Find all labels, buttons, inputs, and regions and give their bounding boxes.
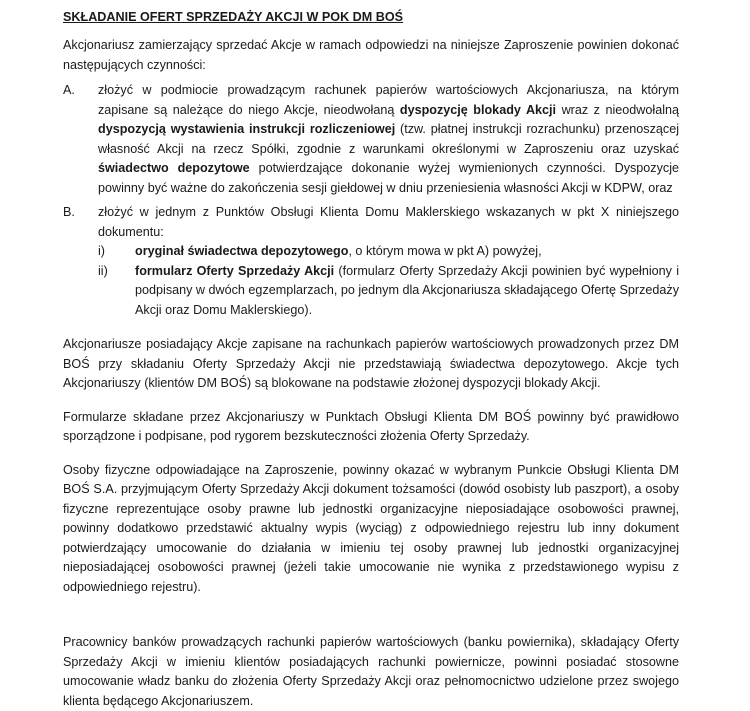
- intro-paragraph: Akcjonariusz zamierzający sprzedać Akcje w ramach odpowiedzi na niniejsze Zaproszenie powinien dokonać następujących czynności:: [63, 38, 679, 72]
- spacer: [63, 611, 679, 633]
- section-heading: SKŁADANIE OFERT SPRZEDAŻY AKCJI W POK DM BOŚ: [63, 10, 404, 24]
- bold-term-instrukcja: dyspozycją wystawienia instrukcji rozliczeniowej: [98, 122, 396, 136]
- paragraph-dm-bos-clients: Akcjonariusze posiadający Akcje zapisane na rachunkach papierów wartościowych prowadzonych przez DM BOŚ przy składaniu Oferty Sprzedaży Akcji nie przedstawiają świadectwa depozytowego. Akcje tych Akcjonariuszy (klientów DM BOŚ) są blokowane na podstawie złożonej dyspozycji blokady Akcji.: [63, 337, 679, 390]
- sublist-marker-ii: ii): [98, 263, 108, 278]
- list-marker-a: A.: [63, 83, 75, 97]
- paragraph-formularze: Formularze składane przez Akcjonariuszy w Punktach Obsługi Klienta DM BOŚ powinny być prawidłowo sporządzone i podpisane, pod rygorem bezskuteczności złożenia Oferty Sprzedaży.: [63, 409, 679, 443]
- list-marker-b: B.: [63, 205, 75, 219]
- list-item-a: [63, 81, 679, 198]
- list-item-b-body: [98, 203, 679, 320]
- paragraph-osoby-fizyczne: Osoby fizyczne odpowiadające na Zaproszenie, powinny okazać w wybranym Punkcie Obsługi Klienta DM BOŚ S.A. przyjmującym Oferty Sprzedaży Akcji dokument tożsamości (dowód osobisty lub paszport), a osoby fizyczne reprezentujące osoby prawne lub jednostki organizacyjne nieposiadające osobowości prawnej, powinny dodatkowo przedstawić aktualny wypis (wyciąg) z odpowiedniego rejestru lub inny dokument potwierdzający umocowanie do działania w imieniu tej osoby prawnej lub jednostki organizacyjnej nieposiadającej osobowości prawnej (jeżeli takie umocowanie nie wynika z przedstawionego wypisu z odpowiedniego rejestru).: [63, 462, 679, 594]
- paragraph-pracownicy-bankow: Pracownicy banków prowadzących rachunki papierów wartościowych (banku powiernika), składający Oferty Sprzedaży Akcji w imieniu klientów posiadających rachunki powiernicze, powinni posiadać stosowne umocowanie władz banku do złożenia Oferty Sprzedaży Akcji oraz pełnomocnictwo udzielone przez swojego klienta będącego Akcjonariuszem.: [63, 635, 679, 708]
- bold-term-blokada: dyspozycję blokady Akcji: [399, 102, 557, 117]
- document-page: [63, 8, 679, 711]
- bold-term-oryginal: oryginał świadectwa depozytowego: [135, 244, 349, 258]
- sublist-item-ii: [98, 262, 679, 321]
- text-span: (tzw. płatnej instrukcji rozrachunku) przenoszącej własność Akcji na rzecz Spółki, zgodnie z warunkami określonymi w Zaproszeniu oraz uzyskać: [98, 122, 679, 156]
- sublist-marker-i: i): [98, 244, 105, 258]
- sublist-item-i: [98, 242, 679, 262]
- list-item-b: [63, 203, 679, 320]
- list-item-a-text: [98, 81, 679, 198]
- text-span: złożyć w podmiocie prowadzącym rachunek papierów wartościowych Akcjonariusza, na którym zapisane są należące do niego Akcje, nieodwołaną: [98, 83, 679, 117]
- bold-term-swiadectwo: świadectwo depozytowe: [98, 161, 250, 175]
- text-span: wraz z nieodwołalną: [556, 102, 680, 117]
- list-item-b-text: złożyć w jednym z Punktów Obsługi Klienta Domu Maklerskiego wskazanych w pkt X niniejszego dokumentu:: [98, 205, 679, 239]
- sublist-item-ii-text: [135, 262, 679, 321]
- text-span: , o którym mowa w pkt A) powyżej,: [348, 244, 542, 258]
- bold-term-formularz: formularz Oferty Sprzedaży Akcji: [135, 263, 335, 278]
- spacer: [63, 325, 679, 335]
- text-span: potwierdzające dokonanie wyżej wymienionych czynności. Dyspozycje powinny być ważne do zakończenia sesji giełdowej w dniu przeniesienia własności Akcji w KDPW, oraz: [98, 161, 679, 195]
- sublist-item-i-text: [135, 242, 679, 262]
- text-span: (formularz Oferty Sprzedaży Akcji powinien być wypełniony i podpisany w dwóch egzemplarzach, po jednym dla Akcjonariusza składającego Ofertę Sprzedaży Akcji oraz Domu Maklerskiego).: [135, 263, 679, 317]
